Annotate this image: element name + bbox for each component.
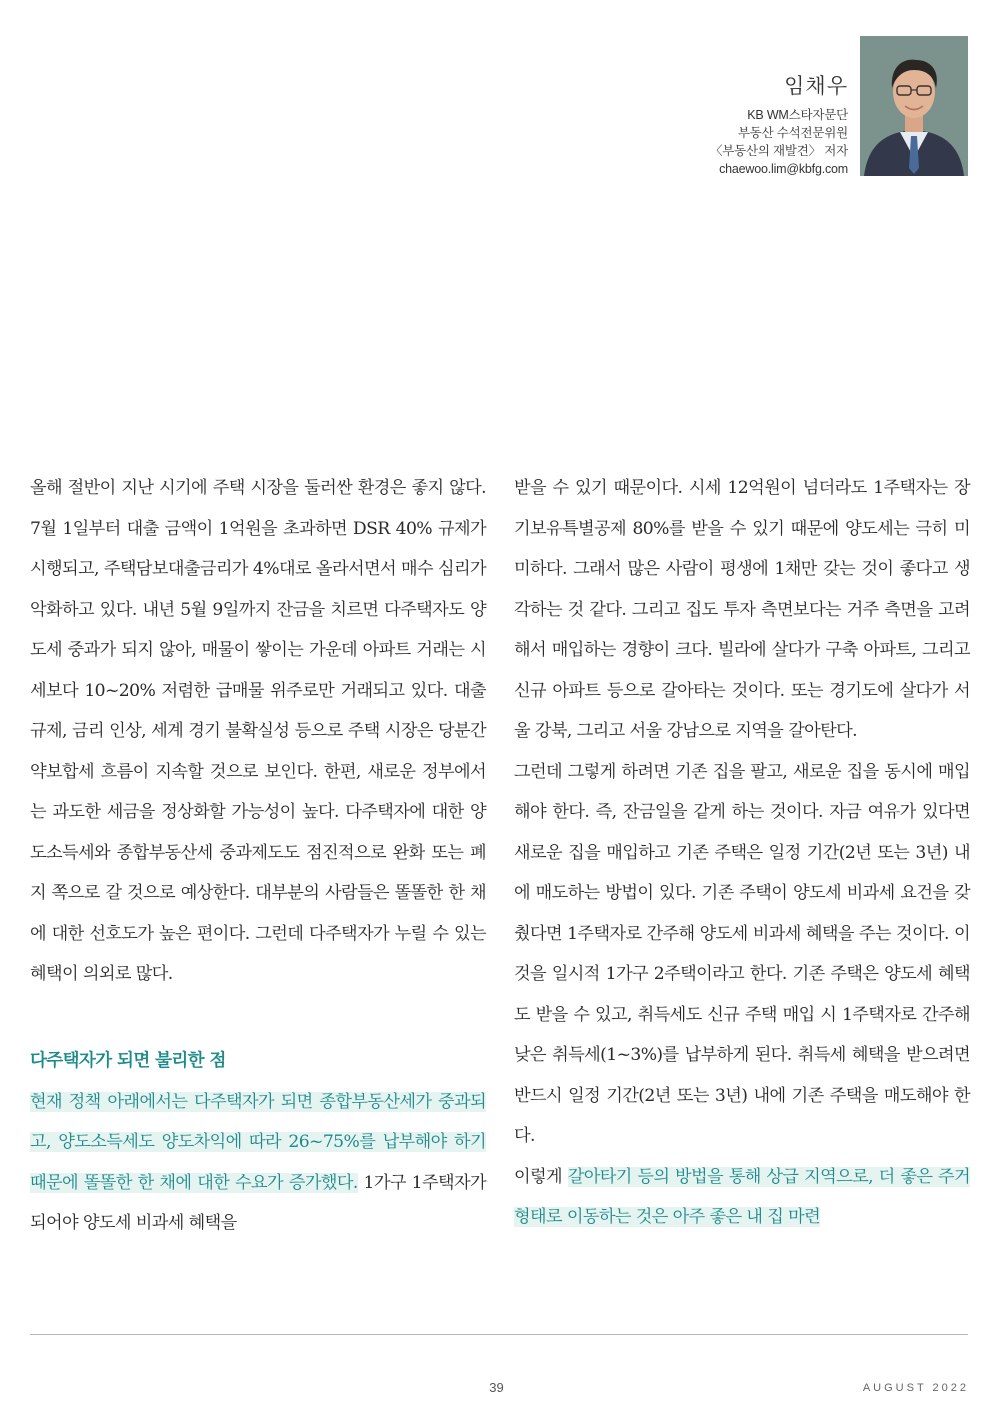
body-paragraph <box>514 1157 970 1238</box>
right-column <box>514 468 970 1238</box>
body-paragraph: 그런데 그렇게 하려면 기존 집을 팔고, 새로운 집을 동시에 매입해야 한다. 즉, 잔금일을 같게 하는 것이다. 자금 여유가 있다면 새로운 집을 매입하고 기존 주택은 일정 기간(2년 또는 3년) 내에 매도하는 방법이 있다. 기존 주택이 양도세 비과세 요건을 갖췄다면 1주택자로 간주해 양도세 비과세 혜택을 주는 것이다. 이것을 일시적 1가구 2주택이라고 한다. 기존 주택은 양도세 혜택도 받을 수 있고, 취득세도 신규 주택 매입 시 1주택자로 간주해 낮은 취득세(1~3%)를 납부하게 된다. 취득세 혜택을 받으려면 반드시 일정 기간(2년 또는 3년) 내에 기존 주택을 매도해야 한다. <box>514 761 970 1146</box>
author-email: chaewoo.lim@kbfg.com <box>719 162 848 176</box>
author-book: 〈부동산의 재발견〉 저자 <box>709 144 848 158</box>
author-photo <box>860 36 968 176</box>
section-subheading: 다주택자가 되면 불리한 점 <box>30 1050 226 1071</box>
left-column <box>30 468 486 1244</box>
body-paragraph: 받을 수 있기 때문이다. 시세 12억원이 넘더라도 1주택자는 장기보유특별공제 80%를 받을 수 있기 때문에 양도세는 극히 미미하다. 그래서 많은 사람이 평생에 1채만 갖는 것이 좋다고 생각하는 것 같다. 그리고 집도 투자 측면보다는 거주 측면을 고려해서 매입하는 경향이 크다. 빌라에 살다가 구축 아파트, 그리고 신규 아파트 등으로 갈아타는 것이다. 또는 경기도에 살다가 서울 강북, 그리고 서울 강남으로 지역을 갈아탄다. <box>514 478 970 741</box>
author-box <box>368 36 968 176</box>
body-paragraph <box>30 1082 486 1244</box>
author-affiliation: KB WM스타자문단 <box>747 108 848 122</box>
footer-divider <box>30 1334 968 1335</box>
portrait-illustration <box>860 36 968 176</box>
issue-label: AUGUST 2022 <box>862 1382 969 1394</box>
highlighted-text: 갈아타기 등의 방법을 통해 상급 지역으로, 더 좋은 주거 형태로 이동하는 것은 아주 좋은 내 집 마련 <box>514 1166 971 1227</box>
highlighted-text: 현재 정책 아래에서는 다주택자가 되면 종합부동산세가 중과되고, 양도소득세도 양도차익에 따라 26~75%를 납부해야 하기 때문에 똘똘한 한 채에 대한 수요가 증가했다. <box>30 1091 486 1193</box>
body-paragraph: 올해 절반이 지난 시기에 주택 시장을 둘러싼 환경은 좋지 않다. 7월 1일부터 대출 금액이 1억원을 초과하면 DSR 40% 규제가 시행되고, 주택담보대출금리가 4%대로 올라서면서 매수 심리가 악화하고 있다. 내년 5월 9일까지 잔금을 치르면 다주택자도 양도세 중과가 되지 않아, 매물이 쌓이는 가운데 아파트 거래는 시세보다 10~20% 저렴한 급매물 위주로만 거래되고 있다. 대출 규제, 금리 인상, 세계 경기 불확실성 등으로 주택 시장은 당분간 약보합세 흐름이 지속할 것으로 보인다. 한편, 새로운 정부에서는 과도한 세금을 정상화할 가능성이 높다. 다주택자에 대한 양도소득세와 종합부동산세 중과제도도 점진적으로 완화 또는 폐지 쪽으로 갈 것으로 예상한다. 대부분의 사람들은 똘똘한 한 채에 대한 선호도가 높은 편이다. 그런데 다주택자가 누릴 수 있는 혜택이 의외로 많다. <box>30 478 486 984</box>
author-title: 부동산 수석전문위원 <box>737 126 848 140</box>
author-name: 임채우 <box>784 75 848 98</box>
body-text: 1가구 1주택자가 되어야 양도세 비과세 혜택을 <box>30 1172 487 1233</box>
body-text: 이렇게 <box>514 1166 568 1187</box>
page-number: 39 <box>489 1380 504 1395</box>
author-info <box>710 70 848 178</box>
paragraph-spacer <box>30 995 486 1041</box>
